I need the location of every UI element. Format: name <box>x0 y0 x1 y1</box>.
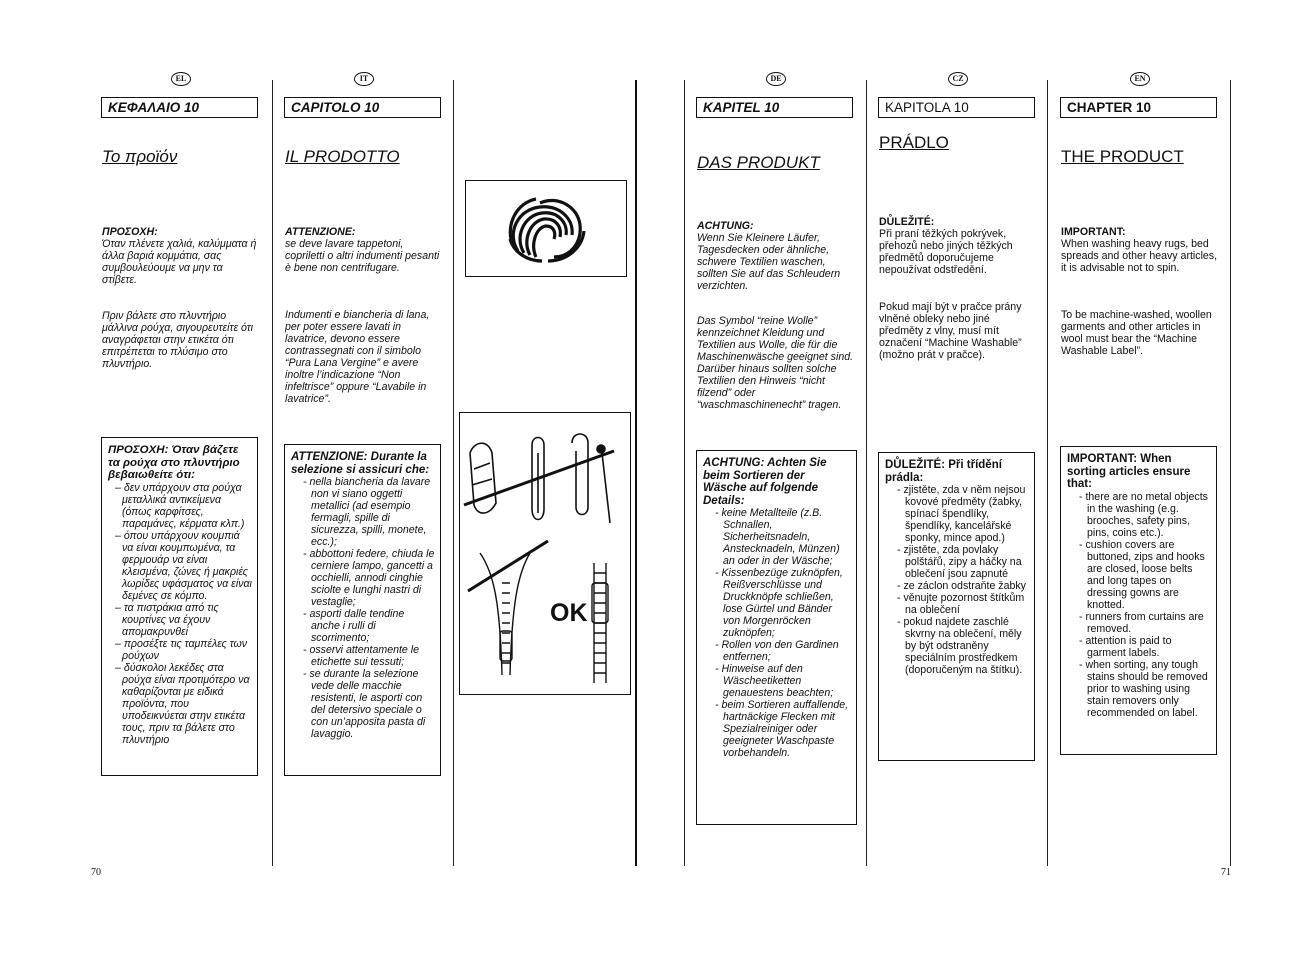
chapter-heading-cz: KAPITOLA 10 <box>878 97 1035 118</box>
column-divider <box>1230 80 1231 866</box>
caution-note-en <box>1061 226 1223 274</box>
sorting-list-el <box>108 482 252 746</box>
caution-text-el: Όταν πλένετε χαλιά, καλύμματα ή άλλα βαριά κομμάτια, σας συμβουλεύουμε να μην τα στίβετε. <box>102 238 257 286</box>
section-title-it: IL PRODOTTO <box>285 147 400 166</box>
list-item: - attention is paid to garment labels. <box>1079 634 1172 659</box>
sorting-list-it <box>291 476 435 740</box>
sorting-list-de <box>703 507 851 759</box>
sorting-box-head-el: ΠΡΟΣΟΧΗ: Όταν βάζετε τα ρούχα στο πλυντήριο βεβαιωθείτε ότι: <box>108 444 240 481</box>
list-item: - osservi attentamente le etichette sui tessuti; <box>303 644 419 668</box>
list-item: - asporti dalle tendine anche i rulli di scorrimento; <box>303 608 405 644</box>
list-item: - keine Metallteile (z.B. Schnallen, Sicherheitsnadeln, Anstecknadeln, Münzen) an oder in der Wäsche; <box>715 507 840 567</box>
caution-head-it: ATTENZIONE: <box>285 226 356 238</box>
caution-text-it: se deve lavare tappetoni, copriletti o altri indumenti pesanti è bene non centrifugare. <box>285 238 440 274</box>
caution-text-cz: Při praní těžkých pokrývek, přehozů nebo jiných těžkých předmětů doporučujeme nepoužívat odstředění. <box>879 228 1013 276</box>
caution-text-de: Wenn Sie Kleinere Läufer, Tagesdecken oder ähnliche, schwere Textilien waschen, sollten Sie auf das Schleudern verzichten. <box>697 232 841 292</box>
sorting-illustration-frame <box>459 412 631 695</box>
column-divider <box>866 80 867 866</box>
section-title-de: DAS PRODUKT <box>697 153 820 172</box>
caution-head-de: ACHTUNG: <box>697 220 754 232</box>
list-item: - runners from curtains are removed. <box>1079 610 1204 635</box>
caution-head-cz: DŮLEŽITÉ: <box>879 216 935 228</box>
sorting-list-en <box>1067 491 1211 719</box>
sorting-box-head-en: IMPORTANT: When sorting articles ensure that: <box>1067 453 1191 490</box>
caution-head-en: IMPORTANT: <box>1061 226 1126 238</box>
language-flag-it: IT <box>354 72 374 86</box>
chapter-heading-it: CAPITOLO 10 <box>284 97 441 118</box>
section-title-el: Το προϊόν <box>102 147 178 166</box>
chapter-heading-en: CHAPTER 10 <box>1060 97 1217 118</box>
caution-text-en: When washing heavy rugs, bed spreads and other heavy articles, it is advisable not to spin. <box>1061 238 1218 274</box>
language-flag-de: DE <box>766 72 786 86</box>
wool-paragraph-el: Πριν βάλετε στο πλυντήριο μάλλινα ρούχα, σιγουρευτείτε ότι αναγράφεται στην ετικέτα ότι επιτρέπεται το πλύσιμο στο πλυντήριο. <box>102 310 254 370</box>
sorting-list-cz <box>885 484 1029 676</box>
list-item: - nella biancheria da lavare non vi siano oggetti metallici (ad esempio fermagli, spille di sicurezza, spilli, monete, ecc.); <box>303 476 431 548</box>
list-item: – δύσκολοι λεκέδες στα ρούχα είναι προτιμότερο να καθαρίζονται με ειδικά προϊόντα, που υποδεικνύεται στην ετικέτα τους, πριν τα βάλετε στο πλυντήριο <box>115 661 250 746</box>
wool-paragraph-it: Indumenti e biancheria di lana, per poter essere lavati in lavatrice, devono essere contrassegnati con il simbolo “Pura Lana Vergine” e avere inoltre l’indicazione “Non infeltrisce” oppure “Lavabile in lavatrice”. <box>285 309 430 405</box>
caution-note-it <box>285 226 443 274</box>
chapter-heading-el: ΚΕΦΑΛΑΙΟ 10 <box>101 97 258 118</box>
list-item: - beim Sortieren auffallende, hartnäckige Flecken mit Spezialreiniger oder geeigneter Waschpaste vorbehandeln. <box>715 699 849 759</box>
list-item: – δεν υπάρχουν στα ρούχα μεταλλικά αντικείμενα (όπως καρφίτσες, παραμάνες, κέρματα κλπ.) <box>115 481 245 530</box>
list-item: - there are no metal objects in the washing (e.g. brooches, safety pins, pins, coins etc.). <box>1079 490 1208 539</box>
sorting-box-head-it: ATTENZIONE: Durante la selezione si assicuri che: <box>291 451 430 476</box>
wool-paragraph-cz: Pokud mají být v pračce prány vlněné obleky nebo jiné předměty z vlny, musí mít označení “Machine Washable” (možno prát v pračce). <box>879 301 1022 361</box>
caution-note-de <box>697 220 859 292</box>
list-item: - věnujte pozornost štítkům na oblečení <box>897 592 1025 616</box>
section-title-cz: PRÁDLO <box>879 133 949 152</box>
sorting-box-it <box>284 444 441 776</box>
sorting-box-el <box>101 437 258 776</box>
sorting-box-en <box>1060 446 1217 755</box>
sorting-box-de <box>696 450 857 825</box>
wool-paragraph-en: To be machine-washed, woollen garments and other articles in wool must bear the “Machine Washable Label”. <box>1061 309 1212 357</box>
list-item: – προσέξτε τις ταμπέλες των ρούχων <box>115 637 248 662</box>
list-item: - when sorting, any tough stains should be removed prior to washing using stain removers only recommended on label. <box>1079 658 1208 719</box>
language-flag-en: EN <box>1130 72 1150 86</box>
language-flag-el: EL <box>171 72 191 86</box>
list-item: - pokud najdete zaschlé skvrny na oblečení, měly by být odstraněny speciálním prostředkem (doporučeným na štítku). <box>897 616 1023 676</box>
list-item: – τα πιστράκια από τις κουρτίνες να έχουν απομακρυνθεί <box>115 601 219 638</box>
caution-note-cz <box>879 216 1041 276</box>
sorting-box-head-de: ACHTUNG: Achten Sie beim Sortieren der Wäsche auf folgende Details: <box>703 457 827 507</box>
list-item: – όπου υπάρχουν κουμπιά να είναι κουμπωμένα, τα φερμουάρ να είναι κλεισμένα, ζώνες ή μακριές λωρίδες υφάσματος να είναι δεμένες σε κόμπο. <box>115 529 252 602</box>
section-title-en: THE PRODUCT <box>1061 147 1184 166</box>
list-item: - zjistěte, zda povlaky polštářů, zipy a háčky na oblečení jsou zapnuté <box>897 544 1022 580</box>
sorting-box-head-cz: DŮLEŽITÉ: Při třídění prádla: <box>885 459 1002 484</box>
woolmark-icon <box>466 181 626 276</box>
list-item: - ze záclon odstraňte žabky <box>897 580 1026 592</box>
list-item: - Rollen von den Gardinen entfernen; <box>715 639 839 663</box>
list-item: - zjistěte, zda v něm nejsou kovové předměty (žabky, spínací špendlíky, špendlíky, kancelářské sponky, mince apod.) <box>897 484 1026 544</box>
page-divider <box>635 80 637 866</box>
crossed-out-metal-items-icon <box>460 413 630 694</box>
list-item: - abbottoni federe, chiuda le cerniere lampo, gancetti a occhielli, annodi cinghie sciolte e lunghi nastri di vestaglie; <box>303 548 435 608</box>
caution-head-el: ΠΡΟΣΟΧΗ: <box>102 226 158 238</box>
page-number-left: 70 <box>91 867 101 878</box>
column-divider <box>684 80 685 866</box>
list-item: - Kissenbezüge zuknöpfen, Reißverschlüsse und Druckknöpfe schließen, lose Gürtel und Bänder von Morgenröcken zuknöpfen; <box>715 567 843 639</box>
language-flag-cz: CZ <box>948 72 968 86</box>
chapter-heading-de: KAPITEL 10 <box>696 97 853 118</box>
column-divider <box>272 80 273 866</box>
wool-paragraph-de: Das Symbol “reine Wolle” kennzeichnet Kleidung und Textilien aus Wolle, die für die Maschinenwäsche geeignet sind. Darüber hinaus sollten solche Textilien den Hinweis “nicht filzend” oder “waschmaschinenecht” tragen. <box>697 315 854 411</box>
wool-symbol-frame <box>465 180 627 277</box>
list-item: - Hinweise auf den Wäscheetiketten genauestens beachten; <box>715 663 834 699</box>
page-number-right: 71 <box>1221 867 1231 878</box>
ok-label: OK <box>550 599 588 627</box>
list-item: - se durante la selezione vede delle macchie resistenti, le asporti con del detersivo speciale o con un’apposita pasta di lavaggio. <box>303 668 426 740</box>
column-divider <box>1047 80 1048 866</box>
caution-note-el <box>102 226 260 286</box>
list-item: - cushion covers are buttoned, zips and hooks are closed, loose belts and long tapes on dressing gowns are knotted. <box>1079 538 1205 611</box>
column-divider <box>453 80 454 866</box>
sorting-box-cz <box>878 452 1035 761</box>
